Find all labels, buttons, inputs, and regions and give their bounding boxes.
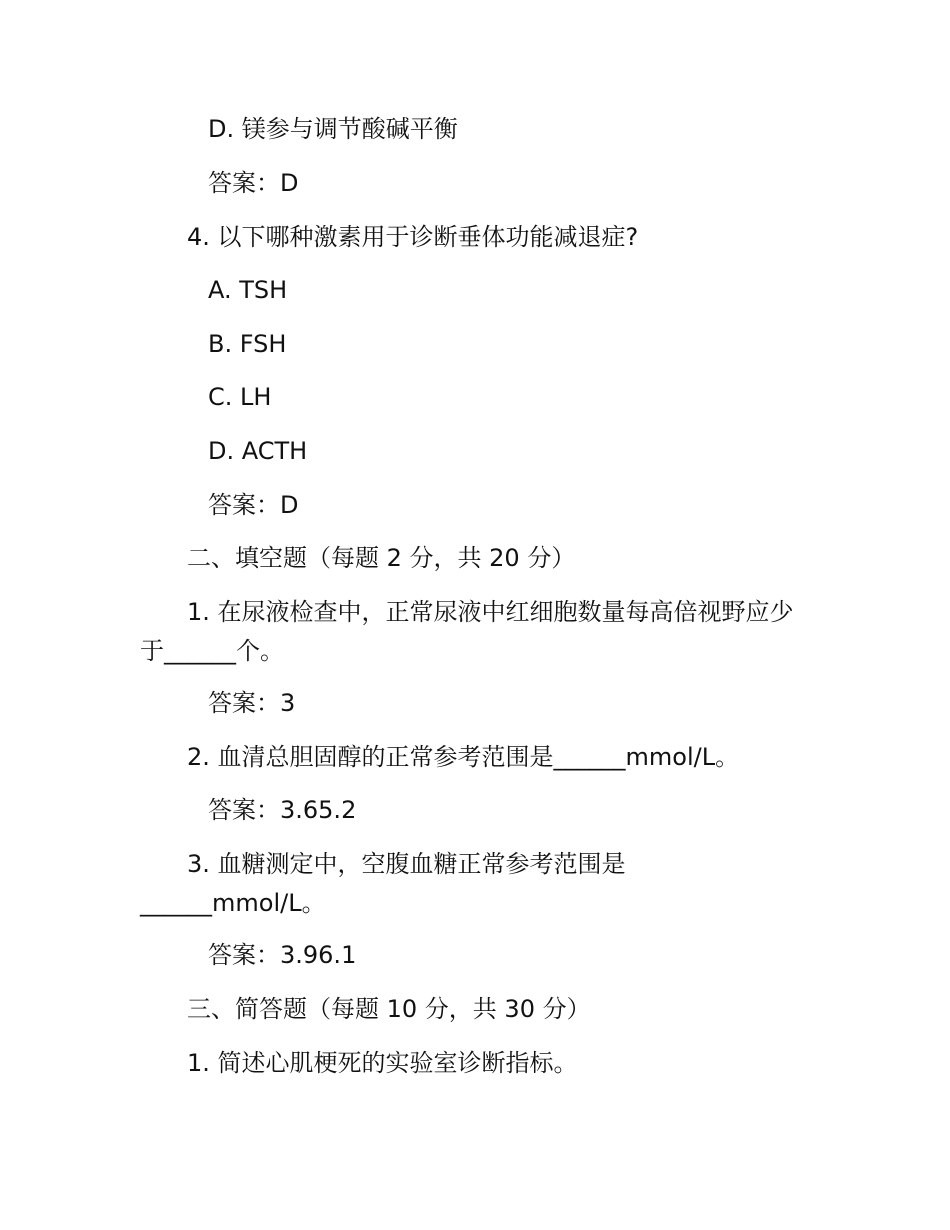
short-question-1: 1. 简述心肌梗死的实验室诊断指标。 (187, 1049, 578, 1077)
fill-question-2-answer: 答案：3.65.2 (208, 796, 357, 824)
question-4-stem: 4. 以下哪种激素用于诊断垂体功能减退症? (187, 223, 639, 251)
section-short-answer-heading: 三、简答题（每题 10 分，共 30 分） (187, 995, 591, 1023)
fill-question-3-line-1: 3. 血糖测定中，空腹血糖正常参考范围是 (187, 850, 626, 878)
question-4-option-b: B. FSH (208, 330, 287, 358)
question-4-option-c: C. LH (208, 383, 272, 411)
question-4-option-a: A. TSH (208, 276, 288, 304)
question-4-answer: 答案：D (208, 491, 299, 519)
question-4-option-d: D. ACTH (208, 437, 308, 465)
question-3-answer: 答案：D (208, 169, 299, 197)
fill-question-3-line-2: ______mmol/L。 (140, 889, 326, 917)
section-fill-in-heading: 二、填空题（每题 2 分，共 20 分） (187, 544, 576, 572)
fill-question-1-answer: 答案：3 (208, 689, 296, 717)
fill-question-1-line-2: 于______个。 (140, 637, 284, 665)
question-3-option-d: D. 镁参与调节酸碱平衡 (208, 115, 458, 143)
fill-question-1-line-1: 1. 在尿液检查中，正常尿液中红细胞数量每高倍视野应少 (187, 598, 794, 626)
fill-question-2: 2. 血清总胆固醇的正常参考范围是______mmol/L。 (187, 743, 740, 771)
fill-question-3-answer: 答案：3.96.1 (208, 941, 357, 969)
